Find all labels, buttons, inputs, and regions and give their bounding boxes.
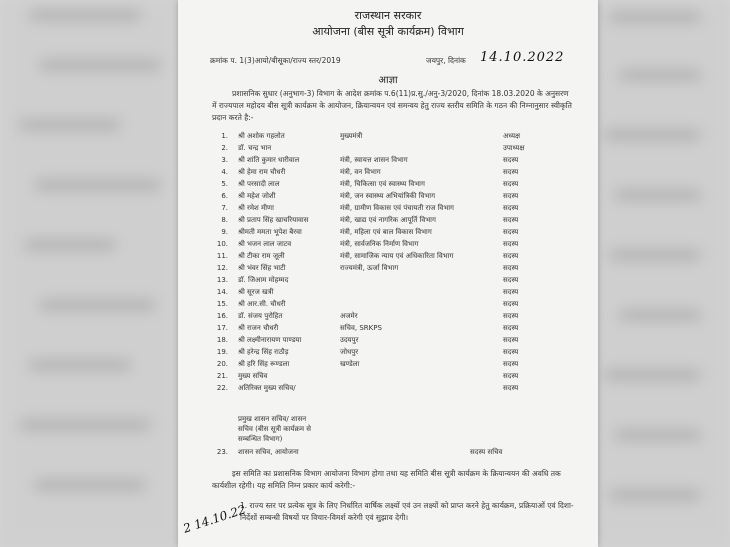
place-date-label: जयपुर, दिनांक: [426, 56, 466, 65]
member-name: श्री हरेन्द्र सिंह राठौड़: [238, 348, 289, 356]
member-name: श्री लक्ष्मीनारायण पाण्डया: [238, 336, 302, 344]
member-name: श्री परसादी लाल: [238, 180, 280, 188]
member-row-6: [178, 190, 598, 202]
member-name: डॉ. चन्द्र भान: [238, 144, 272, 152]
member-name: श्री रमेश मीणा: [238, 204, 274, 212]
member-number: 5.: [221, 180, 228, 188]
member-number: 19.: [216, 348, 228, 356]
member-row-12: [178, 262, 598, 274]
member-post: खण्डेला: [340, 360, 360, 368]
member-number: 14.: [216, 288, 228, 296]
member-post: मंत्री, वन विभाग: [340, 168, 381, 176]
member-number: 2.: [221, 144, 228, 152]
member-post: अजमेर: [340, 312, 358, 320]
member-role: सदस्य: [503, 168, 519, 176]
intro-paragraph: प्रशासनिक सुधार (अनुभाग-3) विभाग के आदेश क्रमांक प.6(11)प्र.सु./अनु-3/2020, दिनांक 18.03.2020 के अनुसरण में राज्यपाल महोदय बीस सूत्री कार्यक्रम के आयोजन, क्रियान्वयन एवं समन्वय हेतु राज्य स्तरीय समिति के गठन की निम्नानुसार स्वीकृति प्रदान करते है:-: [212, 89, 572, 122]
member-number: 9.: [221, 228, 228, 236]
member-number: 16.: [216, 312, 228, 320]
member-role: सदस्य: [503, 336, 519, 344]
member-post: मुख्यमंत्री: [340, 132, 363, 140]
member-role: सदस्य: [503, 288, 519, 296]
member-post: मंत्री, सार्वजनिक निर्माण विभाग: [340, 240, 419, 248]
member-22-extra-line: सम्बन्धित विभाग): [238, 435, 283, 443]
member-name: श्री भजन लाल जाटव: [238, 240, 292, 248]
member-role: सदस्य: [503, 228, 519, 236]
member-row-10: [178, 238, 598, 250]
member-role: सदस्य: [503, 324, 519, 332]
member-row-22: [178, 382, 598, 394]
member-role: सदस्य: [503, 156, 519, 164]
member-post: उदयपुर: [340, 336, 359, 344]
member-name: शासन सचिव, आयोजना: [238, 448, 299, 456]
member-number: 22.: [216, 384, 228, 392]
member-role: सदस्य: [503, 300, 519, 308]
member-row-16: [178, 310, 598, 322]
member-row-2: [178, 142, 598, 154]
member-number: 15.: [216, 300, 228, 308]
member-name: श्री टीका राम जूली: [238, 252, 285, 260]
member-post: मंत्री, ग्रामीण विकास एवं पंचायती राज विभाग: [340, 204, 454, 212]
department-heading: आयोजना (बीस सूत्री कार्यक्रम) विभाग: [312, 25, 464, 38]
member-row-21: [178, 370, 598, 382]
duty-item-1: 1. राज्य स्तर पर प्रत्येक सूत्र के लिए निर्धारित वार्षिक लक्ष्यों एवं उन लक्ष्यों को प्राप्त करने हेतु कार्यक्रम, प्रक्रियाओं एवं दिशा-निर्देशों सम्बन्धी विषयों पर विचार-विमर्श करेगी एवं सुझाव देगी।: [240, 501, 574, 522]
member-number: 21.: [216, 372, 228, 380]
member-post: मंत्री, महिला एवं बाल विकास विभाग: [340, 228, 432, 236]
member-name: मुख्य सचिव: [238, 372, 268, 380]
closing-paragraph: इस समिति का प्रशासनिक विभाग आयोजना विभाग होगा तथा यह समिति बीस सूत्री कार्यक्रम के क्रियान्वयन की अवधि तक कार्यशील रहेगी। यह समिति निम्न प्रकार कार्य करेगी:-: [212, 469, 561, 490]
member-number: 12.: [216, 264, 228, 272]
document-page: [178, 0, 598, 547]
member-row-3: [178, 154, 598, 166]
member-name: श्री महेश जोशी: [238, 192, 276, 200]
member-number: 17.: [216, 324, 228, 332]
member-name: अतिरिक्त मुख्य सचिव/: [238, 384, 296, 392]
member-number: 4.: [221, 168, 228, 176]
member-number: 20.: [216, 360, 228, 368]
member-role: सदस्य: [503, 192, 519, 200]
member-number: 8.: [221, 216, 228, 224]
member-role: अध्यक्ष: [503, 132, 521, 140]
member-role: सदस्य: [503, 348, 519, 356]
member-role: सदस्य: [503, 240, 519, 248]
member-name: श्री आर.सी. चौधरी: [238, 300, 286, 308]
member-name: श्री सूरज खत्री: [238, 288, 274, 296]
member-row-13: [178, 274, 598, 286]
member-name: डॉ. संजय पुरोहित: [238, 312, 283, 320]
member-number: 6.: [221, 192, 228, 200]
member-role: सदस्य: [503, 252, 519, 260]
member-number: 7.: [221, 204, 228, 212]
member-role: सदस्य: [503, 180, 519, 188]
member-row-11: [178, 250, 598, 262]
member-role: सदस्य: [503, 312, 519, 320]
member-row-14: [178, 286, 598, 298]
member-row-19: [178, 346, 598, 358]
member-post: मंत्री, खाद्य एवं नागरिक आपूर्ति विभाग: [340, 216, 436, 224]
member-post: मंत्री, सामाजिक न्याय एवं अधिकारिता विभाग: [340, 252, 454, 260]
member-role: सदस्य: [503, 216, 519, 224]
member-22-extra-line: सचिव (बीस सूत्री कार्यक्रम से: [238, 425, 312, 433]
member-post: मंत्री, स्वायत्त शासन विभाग: [340, 156, 408, 164]
member-name: श्री भंवर सिंह भाटी: [238, 264, 286, 272]
member-role: सदस्य: [503, 204, 519, 212]
handwritten-date: 14.10.2022: [480, 50, 565, 65]
government-heading: राजस्थान सरकार: [354, 9, 422, 22]
member-row-18: [178, 334, 598, 346]
handwritten-signature: 2 14.10.22: [181, 502, 248, 536]
member-name: श्री अशोक गहलोत: [238, 132, 285, 140]
member-name: श्री प्रताप सिंह खाचरियावास: [238, 216, 309, 224]
member-row-23: [178, 446, 598, 458]
member-row-9: [178, 226, 598, 238]
member-22-extra: [238, 414, 348, 444]
member-role: सदस्य: [503, 276, 519, 284]
member-row-5: [178, 178, 598, 190]
member-role: उपाध्यक्ष: [503, 144, 525, 152]
member-row-7: [178, 202, 598, 214]
member-name: श्री हेमा राम चौधरी: [238, 168, 286, 176]
member-number: 18.: [216, 336, 228, 344]
member-post: मंत्री, जन स्वास्थ्य अभियांत्रिकी विभाग: [340, 192, 436, 200]
member-post: मंत्री, चिकित्सा एवं स्वास्थ्य विभाग: [340, 180, 425, 188]
member-name: श्री शांति कुमार धारीवाल: [238, 156, 300, 164]
member-number: 13.: [216, 276, 228, 284]
reference-number: क्रमांक प. 1(3)आयो/बीसूका/राज्य स्तर/2019: [210, 56, 341, 65]
member-post: जोधपुर: [340, 348, 359, 356]
member-number: 1.: [221, 132, 228, 140]
member-row-4: [178, 166, 598, 178]
member-role: सदस्य: [503, 360, 519, 368]
member-row-15: [178, 298, 598, 310]
member-role: सदस्य: [503, 384, 519, 392]
blurred-background-right: [590, 0, 730, 547]
member-number: 10.: [216, 240, 228, 248]
member-name: श्री हरि सिंह रूण्डला: [238, 360, 290, 368]
member-name: श्रीमती ममता भूपेश बैरवा: [238, 228, 302, 236]
member-role: सदस्य: [503, 264, 519, 272]
blurred-background-left: [0, 0, 178, 547]
member-row-1: [178, 130, 598, 142]
member-role: सदस्य: [503, 372, 519, 380]
member-22-extra-line: प्रमुख शासन सचिव/ शासन: [238, 415, 307, 423]
member-row-17: [178, 322, 598, 334]
member-name: श्री राजन चौधरी: [238, 324, 279, 332]
order-title: आज्ञा: [378, 75, 398, 86]
member-row-20: [178, 358, 598, 370]
member-post: राज्यमंत्री, ऊर्जा विभाग: [340, 264, 399, 272]
member-role: सदस्य सचिव: [470, 448, 503, 456]
member-name: डॉ. जिआम मोहम्मद: [238, 276, 289, 284]
member-row-8: [178, 214, 598, 226]
member-number: 11.: [216, 252, 228, 260]
member-number: 23.: [216, 448, 228, 456]
member-number: 3.: [221, 156, 228, 164]
member-post: सचिव, SRKPS: [340, 324, 382, 332]
